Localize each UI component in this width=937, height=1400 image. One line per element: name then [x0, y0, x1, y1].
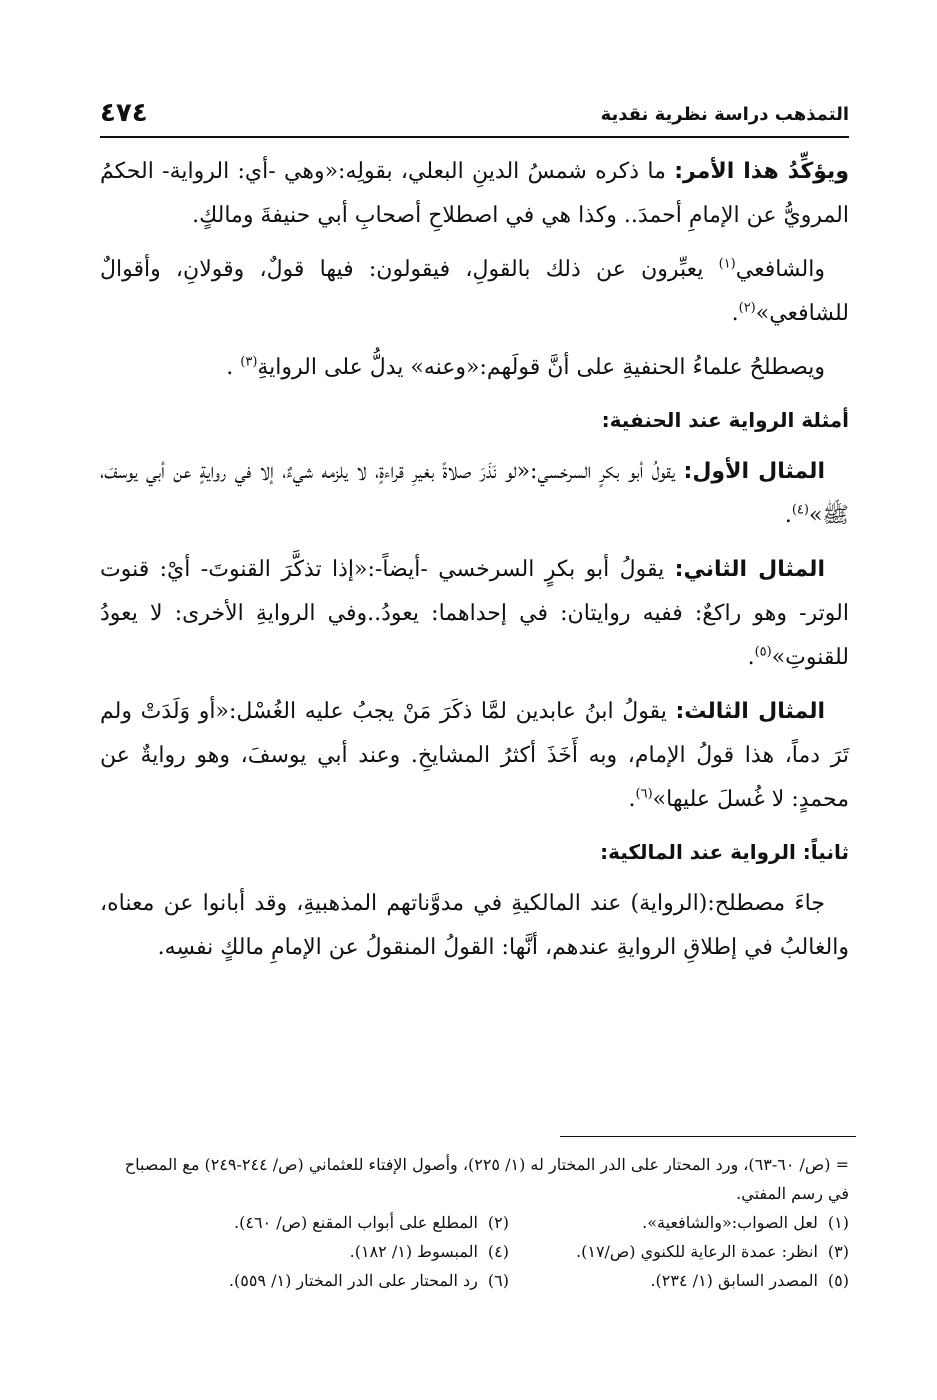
paragraph-text: والشافعي	[735, 257, 825, 282]
footnote-ref: (٣)	[240, 354, 258, 370]
paragraph-lead: المثال الأول:	[683, 459, 825, 484]
paragraph-end: .	[226, 355, 241, 380]
footnote-row	[100, 1208, 849, 1237]
footnote-row	[100, 1266, 849, 1295]
footnote-divider	[560, 1136, 856, 1137]
footnote-ref: (٤)	[791, 502, 809, 518]
paragraph-text: جاءَ مصطلح:(الرواية) عند المالكيةِ في مدوَّناتهم المذهبيةِ، وقد أبانوا عن معناه، والغالبُ في إطلاقِ الروايةِ عندهم، أنَّها: القولُ المنقولُ عن الإمامِ مالكٍ نفسِه.	[100, 891, 849, 960]
paragraph-text: ما ذكره شمسُ الدينِ البعلي، بقولِه:«وهي -أي: الرواية- الحكمُ المرويُّ عن الإمامِ أحمدَ.. وكذا هي في اصطلاحِ أصحابِ أبي حنيفةَ ومالكٍ.	[100, 159, 849, 228]
paragraph-text: يقولُ أبو بكرٍ السرخسي -أيضاً-:«إذا تذكَّرَ القنوتَ- أيْ: قنوت الوتر- وهو راكعٌ: ففيه روايتان: في إحداهما: يعودُ..وفي الروايةِ الأخرى: لا يعودُ للقنوتِ»	[100, 557, 849, 670]
footnote-text: رد المحتار على الدر المختار (١/ ٥٥٩).	[228, 1271, 478, 1290]
footnote-number: (١)	[827, 1213, 849, 1232]
paragraph-text: يقولُ ابنُ عابدين لمَّا ذكَرَ مَنْ يجبُ عليه الغُسْل:«أو وَلَدَتْ ولم تَرَ دماً، هذا قولُ الإمام، وبه أَخَذَ أكثرُ المشايخِ. وعند أبي يوسفَ، وهو روايةٌ عن محمدٍ: لا غُسلَ عليها»	[100, 699, 849, 812]
paragraph	[100, 450, 849, 538]
footnote-number: (٤)	[487, 1242, 509, 1261]
paragraph-lead: المثال الثالث:	[675, 699, 825, 724]
section-heading: ثانياً: الرواية عند المالكية:	[600, 840, 849, 864]
page-number: ٤٧٤	[100, 98, 148, 128]
footnote-text: المصدر السابق (١/ ٢٣٤).	[650, 1271, 818, 1290]
paragraph	[100, 882, 849, 970]
footnote-ref: (٥)	[754, 644, 772, 660]
paragraph-text: يعبِّرون عن ذلك بالقولِ، فيقولون: فيها قولٌ، وقولانِ، وأقوالٌ للشافعي»	[100, 257, 849, 326]
footnote-ref: (١)	[718, 256, 736, 272]
footnote-text: لعل الصواب:«والشافعية».	[642, 1213, 818, 1232]
footnote-row	[100, 1237, 849, 1266]
footnote-text: انظر: عمدة الرعاية للكنوي (ص/١٧).	[576, 1242, 818, 1261]
paragraph-end: .	[747, 645, 755, 670]
main-text	[100, 150, 849, 980]
paragraph-lead: المثال الثاني:	[674, 557, 825, 582]
paragraph-text: ويصطلحُ علماءُ الحنفيةِ على أنَّ قولَهم:«وعنه» يدلُّ على الروايةِ	[257, 355, 825, 380]
footnote-number: (٣)	[827, 1242, 849, 1261]
paragraph	[100, 150, 849, 238]
paragraph-end: .	[628, 787, 636, 812]
footnote	[509, 1266, 849, 1295]
footnote-text: المطلع على أبواب المقنع (ص/ ٤٦٠).	[234, 1213, 478, 1232]
footnote-text: المبسوط (١/ ١٨٢).	[349, 1242, 478, 1261]
page-header	[100, 96, 849, 138]
footnote-ref: (٢)	[738, 300, 756, 316]
footnote	[169, 1266, 509, 1295]
paragraph-text: يقولُ أبو بكرٍ السرخسي:«لو نَذَرَ صلاةً بغيرِ قراءةٍ، لا يلزمه شيءٌ، إلا في روايةٍ عن أبي يوسفَ، ﷺ»	[100, 459, 849, 528]
section-heading: أمثلة الرواية عند الحنفية:	[601, 408, 849, 432]
paragraph	[100, 248, 849, 336]
paragraph-lead: ويؤكِّدُ هذا الأمر:	[674, 159, 849, 184]
footnote-number: (٦)	[487, 1271, 509, 1290]
paragraph-end: .	[731, 301, 739, 326]
footnote-ref: (٦)	[635, 786, 653, 802]
footnote	[509, 1208, 849, 1237]
footnote	[169, 1208, 509, 1237]
footnote	[169, 1237, 509, 1266]
footnote-number: (٢)	[487, 1213, 509, 1232]
paragraph	[100, 346, 849, 390]
paragraph-end: .	[784, 503, 792, 528]
footnote-number: (٥)	[827, 1271, 849, 1290]
paragraph	[100, 548, 849, 680]
running-title: التمذهب دراسة نظرية نقدية	[600, 104, 849, 125]
footnotes	[100, 1150, 849, 1295]
footnote	[509, 1237, 849, 1266]
paragraph	[100, 690, 849, 822]
footnote-continuation: = (ص/ ٦٠-٦٣)، ورد المحتار على الدر المختار له (١/ ٢٢٥)، وأصول الإفتاء للعثماني (ص/ ٢٤٤-٢٤٩) مع المصباح في رسم المفتي.	[124, 1155, 849, 1203]
